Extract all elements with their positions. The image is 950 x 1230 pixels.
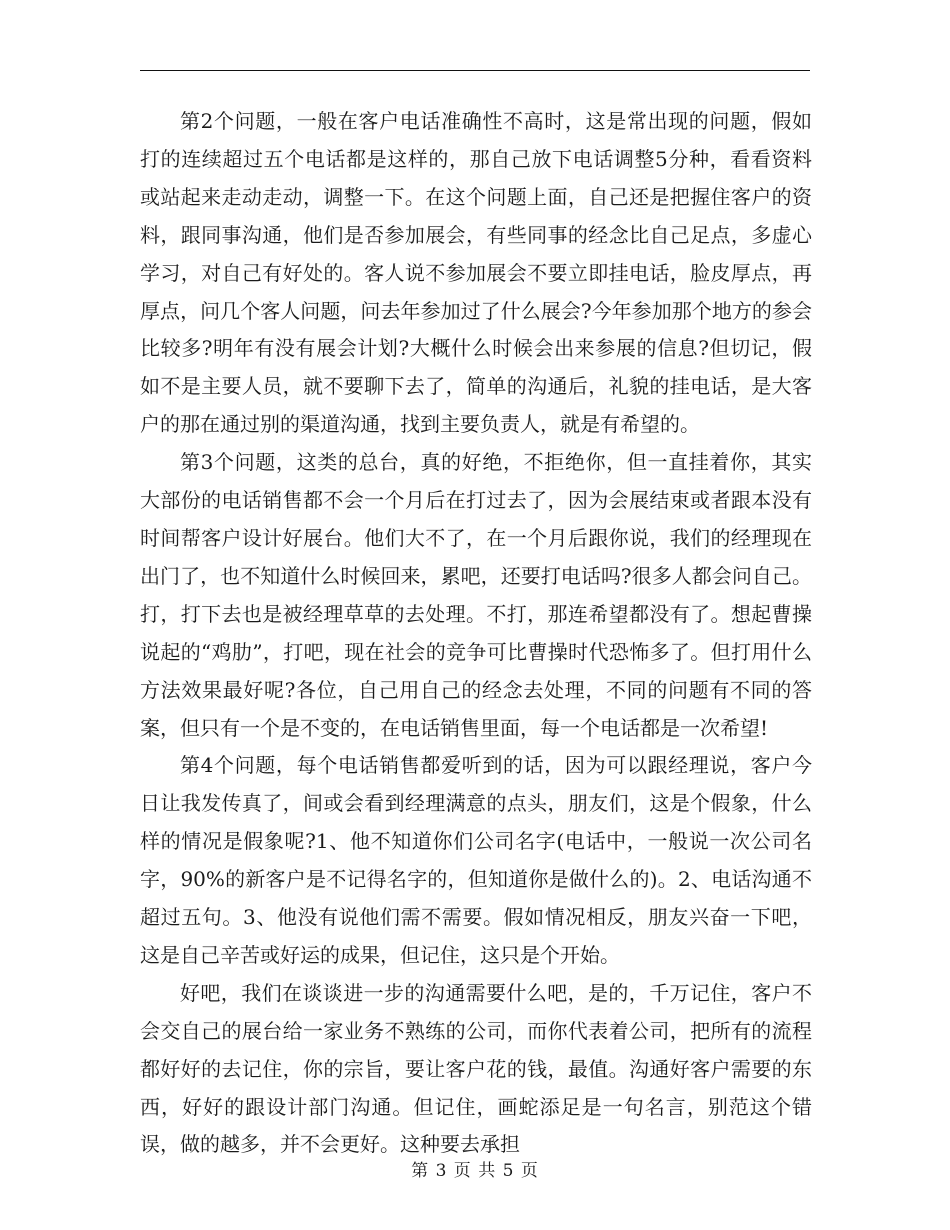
header-rule: [140, 70, 810, 71]
paragraph-4: 好吧，我们在谈谈进一步的沟通需要什么吧，是的，千万记住，客户不会交自己的展台给一家业务不熟练的公司，而你代表着公司，把所有的流程都好好的去记住，你的宗旨，要让客户花的钱，最值。沟通好客户需要的东西，好好的跟设计部门沟通。但记住，画蛇添足是一句名言，别范这个错误，做的越多，并不会更好。这种要去承担: [140, 980, 812, 1157]
body-text: [140, 103, 812, 1164]
page-number: 第 3 页 共 5 页: [411, 1161, 539, 1181]
paragraph-1: 第2个问题，一般在客户电话准确性不高时，这是常出现的问题，假如打的连续超过五个电话都是这样的，那自己放下电话调整5分种，看看资料或站起来走动走动，调整一下。在这个问题上面，自己还是把握住客户的资料，跟同事沟通，他们是否参加展会，有些同事的经念比自己足点，多虚心学习，对自己有好处的。客人说不参加展会不要立即挂电话，脸皮厚点，再厚点，问几个客人问题，问去年参加过了什么展会?今年参加那个地方的参会比较多?明年有没有展会计划?大概什么时候会出来参展的信息?但切记，假如不是主要人员，就不要聊下去了，简单的沟通后，礼貌的挂电话，是大客户的那在通过别的渠道沟通，找到主要负责人，就是有希望的。: [140, 109, 812, 437]
paragraph-3: 第4个问题，每个电话销售都爱听到的话，因为可以跟经理说，客户今日让我发传真了，间或会看到经理满意的点头，朋友们，这是个假象，什么样的情况是假象呢?1、他不知道你们公司名字(电话中，一般说一次公司名字，90%的新客户是不记得名字的，但知道你是做什么的)。2、电话沟通不超过五句。3、他没有说他们需不需要。假如情况相反，朋友兴奋一下吧，这是自己辛苦或好运的成果，但记住，这只是个开始。: [140, 753, 812, 967]
paragraph-2: 第3个问题，这类的总台，真的好绝，不拒绝你，但一直挂着你，其实大部份的电话销售都不会一个月后在打过去了，因为会展结束或者跟本没有时间帮客户设计好展台。他们大不了，在一个月后跟你说，我们的经理现在出门了，也不知道什么时候回来，累吧，还要打电话吗?很多人都会问自己。打，打下去也是被经理草草的去处理。不打，那连希望都没有了。想起曹操说起的“鸡肋”，打吧，现在社会的竞争可比曹操时代恐怖多了。但打用什么方法效果最好呢?各位，自己用自己的经念去处理，不同的问题有不同的答案，但只有一个是不变的，在电话销售里面，每一个电话都是一次希望!: [140, 450, 812, 740]
